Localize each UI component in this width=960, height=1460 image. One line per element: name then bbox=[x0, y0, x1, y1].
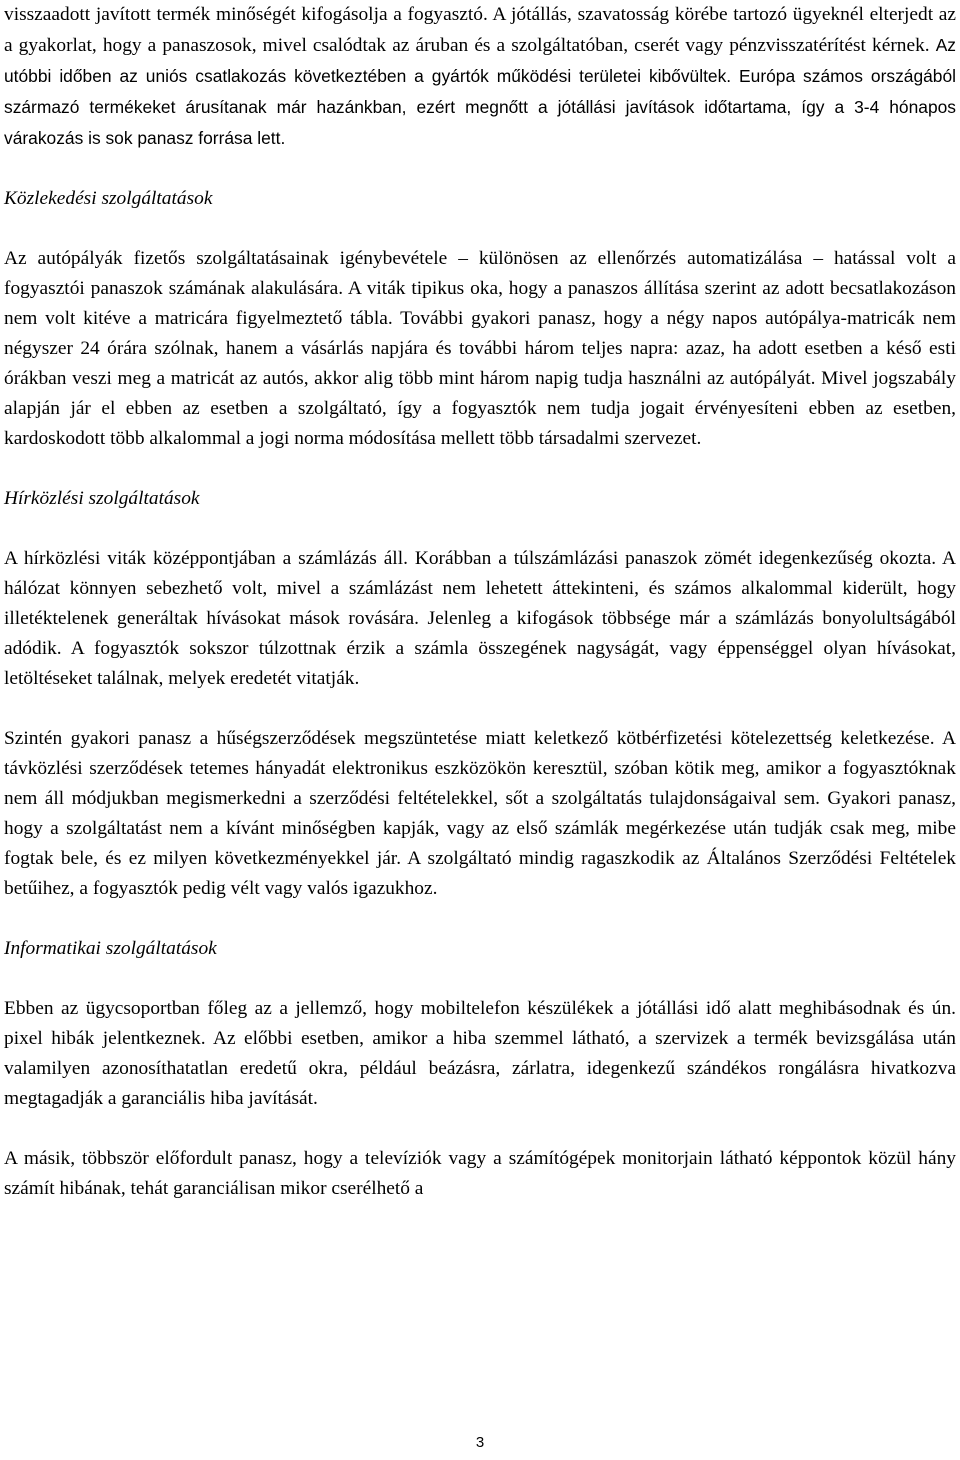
section-heading-informatikai: Informatikai szolgáltatások bbox=[4, 938, 217, 959]
spacer bbox=[4, 964, 956, 994]
paragraph-informatikai-1: Ebben az ügycsoportban főleg az a jellemző, hogy mobiltelefon készülékek a jótállási idő alatt meghibásodnak és ún. pixel hibák jelentkeznek. Az előbbi esetben, amikor a hiba szemmel látható, a szervizek a termék bevizsgálása után valamilyen azonosíthatatlan eredetű okra, például beázásra, zárlatra, idegenkezű szándékos rongálásra hivatkozva megtagadják a garanciális hiba javítását. bbox=[4, 998, 956, 1109]
paragraph-hirkozlesi-2: Szintén gyakori panasz a hűségszerződések megszüntetése miatt keletkező kötbérfizetési kötelezettség keletkezése. A távközlési szerződések tetemes hányadát elektronikus eszközökön keresztül, szóban kötik meg, amikor a fogyasztóknak nem áll módjukban megismerkedni a szerződési feltételekkel, sőt a szolgáltatás tulajdonságaival sem. Gyakori panasz, hogy a szolgáltatást nem a kívánt minőségben kapják, vagy az első számlák megérkezése után tudják csak meg, mibe fogtak bele, és ez milyen következményekkel jár. A szolgáltató mindig ragaszkodik az Általános Szerződési Feltételek betűihez, a fogyasztók pedig vélt vagy valós igazukhoz. bbox=[4, 728, 956, 899]
spacer bbox=[4, 514, 956, 544]
spacer bbox=[4, 694, 956, 724]
intro-paragraph-sans-text: Az utóbbi időben az uniós csatlakozás következtében a gyártók működési területei kibővültek. Európa számos országából származó termékeket árusítanak már hazánkban, ezért megnőtt a jótállási javítások időtartama, így a 3-4 hónapos várakozás is sok panasz forrása lett. bbox=[4, 35, 956, 148]
page-number: 3 bbox=[475, 1434, 485, 1451]
spacer bbox=[4, 154, 956, 184]
spacer bbox=[4, 904, 956, 934]
spacer bbox=[4, 454, 956, 484]
document-page bbox=[4, 0, 956, 1204]
intro-paragraph bbox=[4, 0, 956, 154]
paragraph-informatikai-2: A másik, többször előfordult panasz, hogy a televíziók vagy a számítógépek monitorjain látható képpontok közül hány számít hibának, tehát garanciálisan mikor cserélhető a bbox=[4, 1148, 956, 1199]
paragraph-hirkozlesi-1: A hírközlési viták középpontjában a számlázás áll. Korábban a túlszámlázási panaszok zömét idegenkezűség okozta. A hálózat könnyen sebezhető volt, mivel a számlázást nem lehetett áttekinteni, és számos alkalommal kiderült, hogy illetéktelenek generáltak hívásokat mások rovására. Jelenleg a kifogások többsége már a számlázás bonyolultságából adódik. A fogyasztók sokszor túlzottnak érzik a számla összegének nagyságát, vagy éppenséggel olyan hívásokat, letöltéseket találnak, melyek eredetét vitatják. bbox=[4, 548, 956, 689]
spacer bbox=[4, 214, 956, 244]
spacer bbox=[4, 1114, 956, 1144]
section-heading-kozlekedesi: Közlekedési szolgáltatások bbox=[4, 188, 213, 209]
intro-paragraph-serif-text: visszaadott javított termék minőségét kifogásolja a fogyasztó. A jótállás, szavatosság körébe tartozó ügyeknél elterjedt az a gyakorlat, hogy a panaszosok, mivel csalódtak az áruban és a szolgáltatóban, cserét vagy pénzvisszatérítést kérnek. bbox=[4, 4, 956, 56]
section-heading-hirkozlesi: Hírközlési szolgáltatások bbox=[4, 488, 200, 509]
paragraph-kozlekedesi: Az autópályák fizetős szolgáltatásainak igénybevétele – különösen az ellenőrzés automatizálása – hatással volt a fogyasztói panaszok számának alakulására. A viták tipikus oka, hogy a panaszos állítása szerint az adott becsatlakozáson nem volt kitéve a matricára figyelmeztető tábla. További gyakori panasz, hogy a négy napos autópálya-matricák nem négyszer 24 órára szólnak, hanem a vásárlás napjára és további három teljes napra: azaz, ha adott esetben a késő esti órákban veszi meg a matricát az autós, akkor alig több mint három napig tudja használni az autópályát. Mivel jogszabály alapján jár el ebben az esetben a szolgáltató, így a fogyasztók nem tudja jogait érvényesíteni ebben az esetben, kardoskodott több alkalommal a jogi norma módosítása mellett több társadalmi szervezet. bbox=[4, 248, 956, 449]
